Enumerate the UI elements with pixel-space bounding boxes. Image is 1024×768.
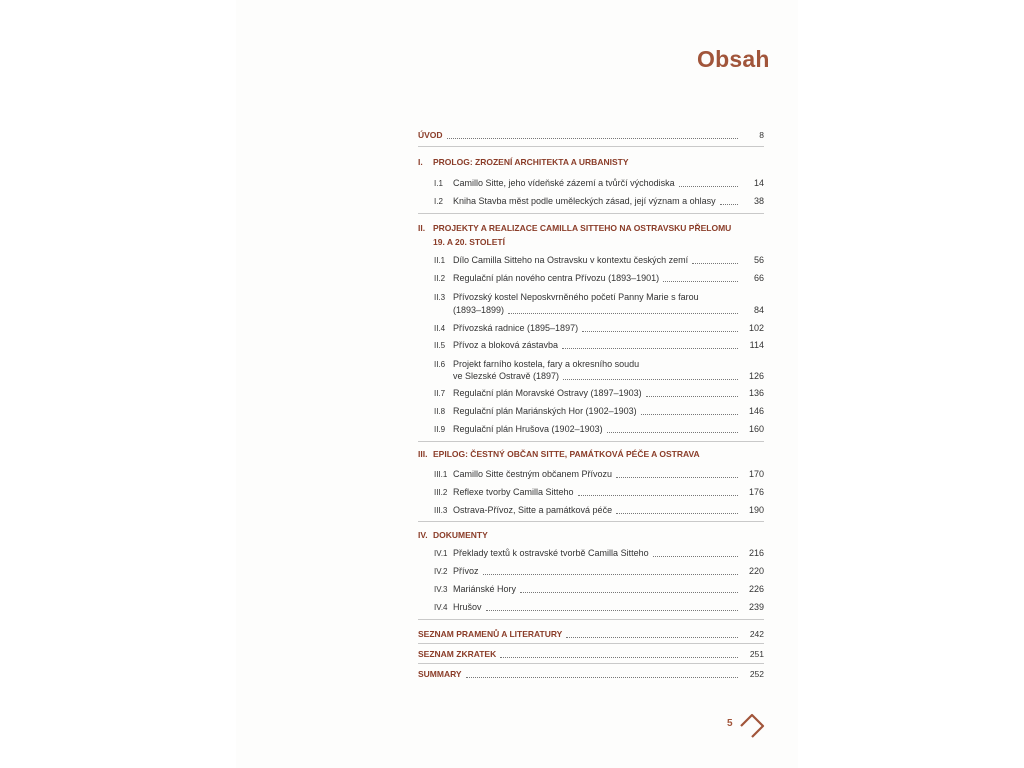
dot-leader — [646, 396, 738, 397]
toc-entry-summary[interactable] — [418, 666, 764, 680]
dot-leader — [653, 556, 738, 557]
toc-page: 8 — [759, 130, 764, 140]
section-number: II. — [418, 223, 426, 233]
toc-section-heading[interactable] — [418, 157, 629, 167]
toc-entry[interactable] — [418, 193, 764, 207]
toc-entry-continued[interactable] — [418, 302, 764, 316]
entry-title: Reflexe tvorby Camilla Sitteho — [453, 487, 574, 497]
toc-page: 38 — [753, 196, 764, 206]
dot-leader — [616, 477, 738, 478]
entry-title: Hrušov — [453, 602, 482, 612]
toc-entry[interactable] — [418, 337, 764, 351]
toc-entry[interactable] — [418, 175, 764, 189]
toc-page: 242 — [749, 629, 764, 639]
toc-page: 170 — [748, 469, 764, 479]
toc-entry[interactable] — [418, 484, 764, 498]
section-title-line2: 19. A 20. STOLETÍ — [433, 237, 505, 247]
toc-entry[interactable] — [418, 421, 764, 435]
dot-leader — [616, 513, 738, 514]
entry-number: IV.4 — [434, 603, 448, 612]
entry-number: II.6 — [434, 360, 446, 369]
toc-page: 114 — [749, 340, 764, 350]
dot-leader — [500, 657, 738, 658]
toc-label: SUMMARY — [418, 669, 462, 679]
toc-entry[interactable] — [418, 502, 764, 516]
entry-number: IV.3 — [434, 585, 448, 594]
entry-number: II.1 — [434, 256, 446, 265]
toc-section-heading[interactable] — [418, 530, 488, 540]
dot-leader — [483, 574, 738, 575]
toc-page: 66 — [753, 273, 764, 283]
section-divider — [418, 521, 764, 522]
toc-section-heading[interactable] — [418, 449, 700, 459]
entry-title: Projekt farního kostela, fary a okresního soudu — [453, 359, 640, 369]
toc-entry[interactable] — [418, 599, 764, 613]
dot-leader — [520, 592, 738, 593]
section-divider — [418, 643, 764, 644]
entry-title: Mariánské Hory — [453, 584, 517, 594]
section-number: IV. — [418, 530, 428, 540]
toc-page: 239 — [748, 602, 764, 612]
toc-page: 146 — [748, 406, 764, 416]
toc-page: 160 — [748, 424, 764, 434]
section-divider — [418, 441, 764, 442]
toc-entry[interactable] — [418, 385, 764, 399]
toc-page: 56 — [753, 255, 764, 265]
entry-number: II.9 — [434, 425, 446, 434]
entry-number: IV.1 — [434, 549, 448, 558]
page-title: Obsah — [697, 46, 770, 72]
toc-entry[interactable] — [418, 563, 764, 577]
entry-title: Camillo Sitte, jeho vídeňské zázemí a tvůrčí východiska — [453, 178, 675, 188]
page-number: 5 — [727, 718, 733, 729]
toc-page: 216 — [748, 548, 764, 558]
dot-leader — [562, 348, 738, 349]
dot-leader — [663, 281, 738, 282]
entry-title: Kniha Stavba měst podle uměleckých zásad, její význam a ohlasy — [453, 196, 716, 206]
entry-number: II.8 — [434, 407, 446, 416]
section-title: PROLOG: ZROZENÍ ARCHITEKTA A URBANISTY — [433, 157, 629, 167]
entry-number: I.2 — [434, 197, 443, 206]
entry-title: Regulační plán Mariánských Hor (1902–1903) — [453, 406, 637, 416]
toc-entry[interactable] — [418, 466, 764, 480]
toc-entry-continued[interactable] — [418, 368, 764, 382]
entry-title-line2: (1893–1899) — [453, 305, 505, 315]
toc-entry-sources[interactable] — [418, 626, 764, 640]
dot-leader — [578, 495, 738, 496]
entry-title: Regulační plán nového centra Přívozu (1893–1901) — [453, 273, 660, 283]
entry-title-line2: ve Slezské Ostravě (1897) — [453, 371, 560, 381]
entry-title: Ostrava-Přívoz, Sitte a památková péče — [453, 505, 613, 515]
entry-title: Přívoz — [453, 566, 479, 576]
entry-number: II.7 — [434, 389, 446, 398]
toc-page: 220 — [748, 566, 764, 576]
toc-entry-abbreviations[interactable] — [418, 646, 764, 660]
toc-entry[interactable] — [418, 403, 764, 417]
section-title: DOKUMENTY — [433, 530, 488, 540]
entry-number: III.3 — [434, 506, 448, 515]
entry-number: II.4 — [434, 324, 446, 333]
dot-leader — [679, 186, 738, 187]
toc-entry[interactable] — [418, 252, 764, 266]
section-number: III. — [418, 449, 428, 459]
toc-label: SEZNAM ZKRATEK — [418, 649, 497, 659]
dot-leader — [563, 379, 738, 380]
toc-entry[interactable] — [418, 545, 764, 559]
dot-leader — [582, 331, 738, 332]
entry-title: Camillo Sitte čestným občanem Přívozu — [453, 469, 613, 479]
section-divider — [418, 213, 764, 214]
toc-page: 252 — [749, 669, 764, 679]
next-page-arrow-icon — [738, 712, 766, 740]
entry-number: II.5 — [434, 341, 446, 350]
dot-leader — [607, 432, 738, 433]
entry-number: I.1 — [434, 179, 443, 188]
section-divider — [418, 146, 764, 147]
dot-leader — [508, 313, 738, 314]
toc-entry[interactable] — [418, 320, 764, 334]
toc-entry[interactable] — [418, 581, 764, 595]
dot-leader — [641, 414, 738, 415]
toc-page: 226 — [748, 584, 764, 594]
dot-leader — [466, 677, 738, 678]
toc-page: 14 — [753, 178, 764, 188]
entry-number: III.1 — [434, 470, 448, 479]
entry-title: Překlady textů k ostravské tvorbě Camilla Sitteho — [453, 548, 649, 558]
entry-number: II.3 — [434, 293, 446, 302]
toc-page: 190 — [748, 505, 764, 515]
entry-title: Přívozský kostel Neposkvrněného početí Panny Marie s farou — [453, 292, 699, 302]
entry-title: Přívozská radnice (1895–1897) — [453, 323, 579, 333]
dot-leader — [720, 204, 738, 205]
section-title: PROJEKTY A REALIZACE CAMILLA SITTEHO NA OSTRAVSKU PŘELOMU — [433, 223, 732, 233]
toc-page: 251 — [749, 649, 764, 659]
dot-leader — [692, 263, 738, 264]
entry-number: III.2 — [434, 488, 448, 497]
dot-leader — [566, 637, 738, 638]
entry-title: Regulační plán Moravské Ostravy (1897–1903) — [453, 388, 642, 398]
section-divider — [418, 663, 764, 664]
toc-label: ÚVOD — [418, 130, 443, 140]
section-number: I. — [418, 157, 423, 167]
toc-page: 102 — [748, 323, 764, 333]
dot-leader — [486, 610, 738, 611]
dot-leader — [447, 138, 738, 139]
toc-label: SEZNAM PRAMENŮ A LITERATURY — [418, 629, 563, 639]
entry-number: IV.2 — [434, 567, 448, 576]
toc-page: 126 — [748, 371, 764, 381]
toc-section-heading[interactable] — [418, 223, 731, 233]
section-divider — [418, 619, 764, 620]
toc-page: 176 — [748, 487, 764, 497]
entry-number: II.2 — [434, 274, 446, 283]
section-title: EPILOG: ČESTNÝ OBČAN SITTE, PAMÁTKOVÁ PÉČE A OSTRAVA — [433, 449, 700, 459]
toc-page: 136 — [748, 388, 764, 398]
entry-title: Regulační plán Hrušova (1902–1903) — [453, 424, 603, 434]
toc-entry-intro[interactable] — [418, 127, 764, 141]
toc-page: 84 — [753, 305, 764, 315]
toc-section-heading-continued — [433, 237, 505, 247]
toc-entry[interactable] — [418, 289, 764, 303]
toc-entry[interactable] — [418, 270, 764, 284]
entry-title: Dílo Camilla Sitteho na Ostravsku v kontextu českých zemí — [453, 255, 689, 265]
entry-title: Přívoz a bloková zástavba — [453, 340, 559, 350]
